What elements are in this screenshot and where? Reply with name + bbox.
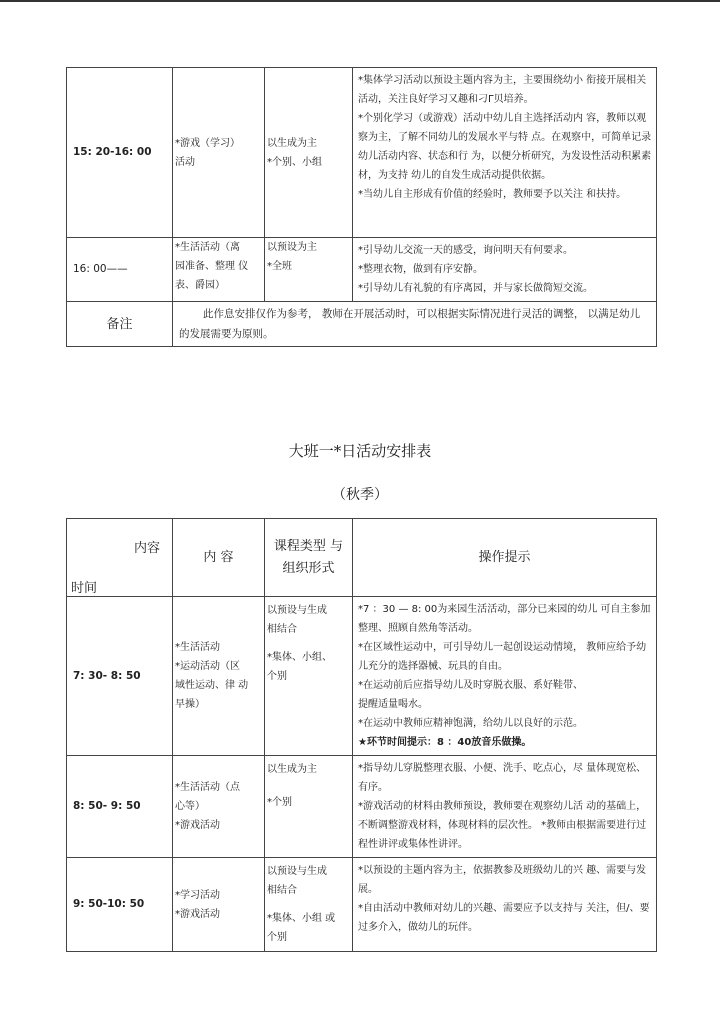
remark-label: 备注 [67, 302, 173, 347]
content-line: *游戏活动 [175, 820, 220, 831]
time-cell: 16: 00—— [67, 238, 173, 302]
ops-cell [353, 68, 657, 238]
ops-line: *引导幼儿有礼貌的有序离园，并与家长做简短交流。 [358, 283, 593, 294]
ops-line: 提醒适量喝水。 [358, 699, 428, 710]
header-content: 内 容 [173, 519, 265, 597]
type-line: 以预设与生成 [267, 605, 327, 616]
header-row [67, 519, 657, 597]
corner-header-content: 内容 [133, 541, 160, 556]
header-type-line: 组织形式 [282, 560, 335, 576]
type-line: 以预设与生成 [267, 866, 327, 877]
page-title: 大班一*日活动安排表 [288, 442, 432, 460]
ops-line: *自由活动中教师对幼儿的兴趣、需要应予以支持与 关注，但/、要过多介入，做幼儿的玩伴。 [358, 903, 650, 933]
content-line: 表、爵园） [175, 280, 225, 291]
ops-line: *整理衣物，做到有序安静。 [358, 264, 483, 275]
header-ops: 操作提示 [353, 519, 657, 597]
type-cell [265, 68, 353, 238]
ops-cell [353, 597, 657, 756]
content-line: 心等） [175, 801, 205, 812]
type-line: *个别 [267, 797, 292, 808]
content-line: *游戏活动 [175, 908, 220, 920]
ops-line: *游戏活动的材料由教师预设，教师要在观察幼儿活 动的基础上，不断调整游戏材料，体现材料的层次性。 *教师由根据需要进行过程性讲评或集体性讲评。 [358, 801, 647, 850]
content-line: *运动活动（区 [175, 661, 240, 672]
ops-line: *引导幼儿交流一天的感受，询问明天有何要求。 [358, 245, 573, 256]
ops-line: ★环节时间提示：8 ：40放音乐做操。 [358, 737, 532, 748]
header-type [265, 519, 353, 597]
type-cell [265, 597, 353, 756]
content-cell [173, 597, 265, 756]
table-row [67, 68, 657, 238]
ops-line: *集体学习活动以预设主题内容为主，主要围绕幼小 衔接开展相关活动，关注良好学习又趣和刁Γ贝培养。 [358, 75, 647, 105]
corner-header-time: 时间 [71, 581, 98, 596]
content-line: *游戏（学习） [175, 137, 240, 149]
time-cell: 8: 50- 9: 50 [67, 756, 173, 858]
type-line: 以生成为主 [267, 137, 317, 149]
type-line: *全班 [267, 261, 292, 272]
type-line: 相结合 [267, 885, 297, 896]
ops-line: *7 ：30 — 8: 00为来园生活活动，部分已来园的幼儿 可自主参加整理、照顾自然角等活动。 [358, 604, 651, 634]
type-line: 以预设为主 [267, 242, 317, 253]
ops-line: *在运动前后应指导幼儿及时穿脱衣服、系好鞋带、 [358, 680, 583, 691]
ops-line: *个别化学习（或游戏）活动中幼儿自主选择活动内 容，教师以观察为主，了解不同幼儿的发展水平与特 点。在观察中，可简单记录幼儿活动内容、状态和行 为，以便分析研究，为发设性活动积累素材，为支持 幼儿的自发生成活动提供依据。 [358, 113, 652, 181]
table-row [67, 858, 657, 952]
type-cell [265, 238, 353, 302]
time-cell: 9: 50-10: 50 [67, 858, 173, 952]
type-cell [265, 756, 353, 858]
schedule-table-continued [66, 67, 657, 347]
content-cell [173, 756, 265, 858]
type-line: *集体、小组 或 [267, 913, 336, 924]
ops-line: *在区域性运动中，可引导幼儿一起创设运动情境， 教师应给予幼儿充分的选择器械、玩具的自由。 [358, 642, 647, 672]
ops-cell [353, 756, 657, 858]
content-line: *学习活动 [175, 889, 220, 901]
content-line: *生活活动（点 [175, 782, 240, 793]
type-line: 相结合 [267, 624, 297, 635]
content-cell [173, 858, 265, 952]
ops-line: *当幼儿自主形成有价值的经验时，教师要予以关注 和扶持。 [358, 189, 627, 200]
table-row [67, 238, 657, 302]
ops-line: *在运动中教师应精神饱满，给幼儿以良好的示范。 [358, 718, 583, 729]
table-row [67, 597, 657, 756]
content-line: 活动 [175, 156, 195, 168]
remark-text: 此作息安排仅作为参考， 教师在开展活动时，可以根据实际情况进行灵活的调整， 以满足幼儿的发展需要为原则。 [173, 302, 657, 347]
type-line: 个别 [267, 671, 287, 682]
content-line: *生活活动 [175, 642, 220, 653]
type-line [267, 900, 350, 909]
ops-line: *指导幼儿穿脱整理衣服、小便、洗手、吃点心，尽 量体现宽松、有序。 [358, 763, 647, 793]
content-line: 园准备、整理 仪 [175, 261, 249, 272]
content-line: *生活活动（离 [175, 242, 240, 253]
header-type-line: 课程类型 与 [273, 538, 344, 554]
time-cell: 15: 20-16: 00 [67, 68, 173, 238]
remark-row [67, 302, 657, 347]
content-cell [173, 238, 265, 302]
type-line [267, 639, 350, 648]
corner-header-cell [67, 519, 173, 597]
type-line [267, 779, 350, 793]
schedule-table [66, 518, 657, 952]
content-line: 早操） [175, 699, 205, 710]
table-row [67, 756, 657, 858]
type-line: 以生成为主 [267, 764, 317, 775]
content-cell [173, 68, 265, 238]
ops-cell [353, 238, 657, 302]
type-line: 个别 [267, 932, 287, 943]
type-line: *个别、小组 [267, 156, 322, 168]
type-cell [265, 858, 353, 952]
page-subtitle: （秋季） [332, 487, 388, 503]
type-line: *集体、小组、 [267, 652, 332, 663]
ops-cell [353, 858, 657, 952]
content-line: 域性运动、律 动 [175, 680, 249, 691]
page-top-border [0, 0, 720, 2]
time-cell: 7: 30- 8: 50 [67, 597, 173, 756]
ops-line: *以预设的主题内容为主，依据教参及班级幼儿的兴 趣、需要与发展。 [358, 865, 647, 895]
